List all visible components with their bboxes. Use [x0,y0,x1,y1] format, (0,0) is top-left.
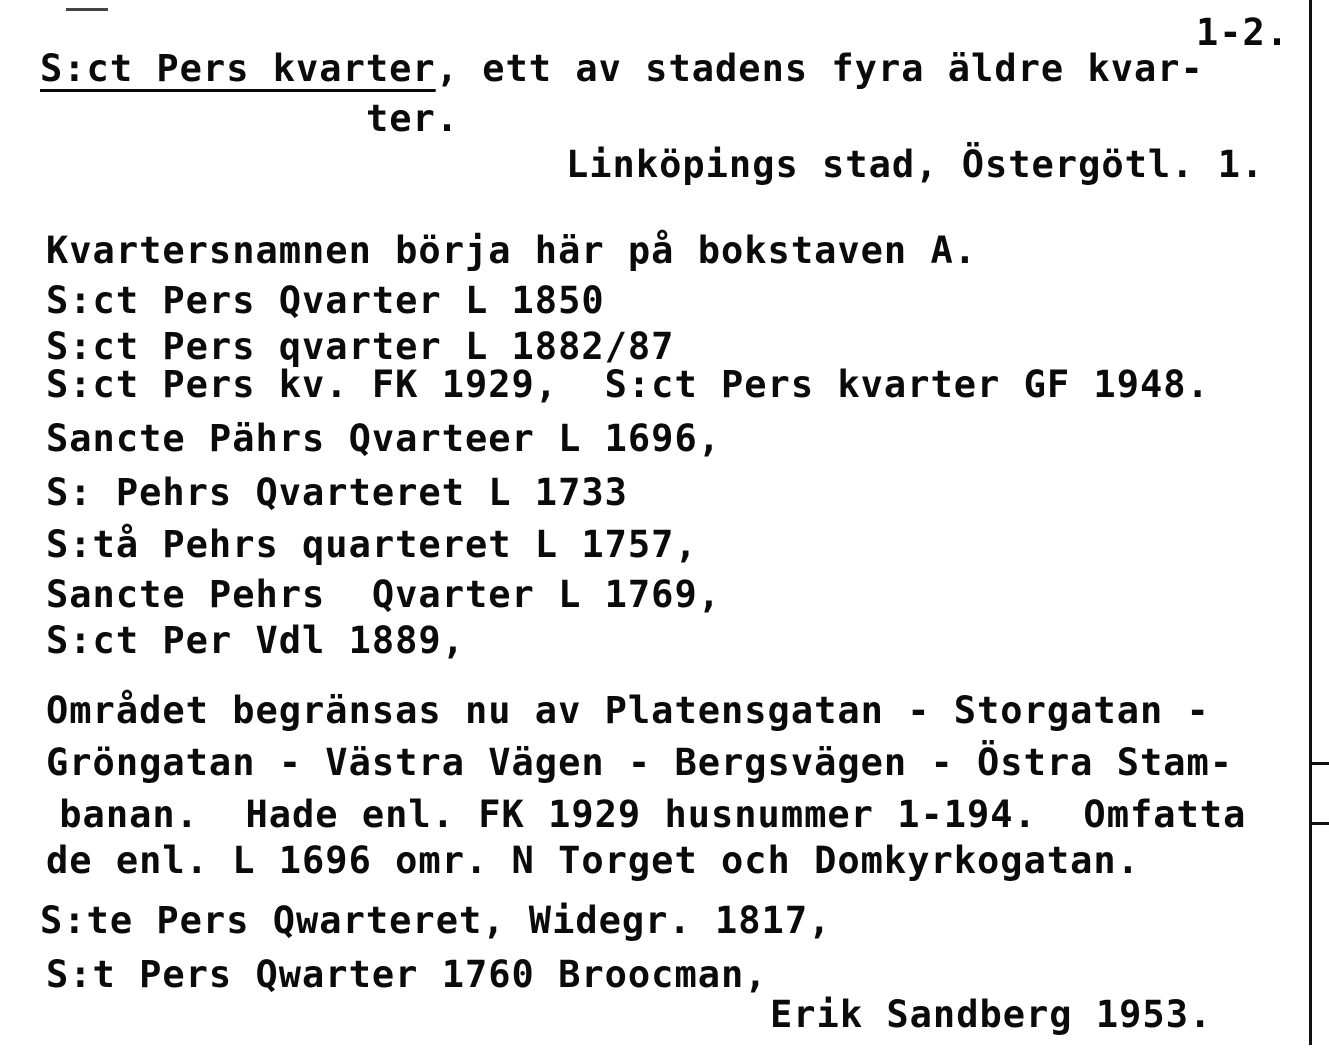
extra-form-line: S:t Pers Qwarter 1760 Broocman, [46,953,768,996]
name-form-line: S:ct Pers kv. FK 1929, S:ct Pers kvarter GF 1948. [46,363,1210,406]
location-line: Linköpings stad, Östergötl. 1. [566,143,1265,186]
top-edge-mark [66,8,108,11]
name-form-line: S: Pehrs Qvarteret L 1733 [46,471,628,514]
name-form-line: S:ct Pers qvarter L 1882/87 [46,325,675,368]
name-form-line: Sancte Pährs Qvarteer L 1696, [46,417,722,460]
name-form-line: S:ct Per Vdl 1889, [46,619,465,662]
card-right-border [1309,0,1312,1045]
heading-rest: , ett av stadens fyra äldre kvar- [435,47,1204,90]
intro-line: Kvartersnamnen börja här på bokstaven A. [46,229,978,272]
description-line: Området begränsas nu av Platensgatan - Storgatan - [46,689,1210,732]
name-form-line: S:ct Pers Qvarter L 1850 [46,279,605,322]
description-line: Gröngatan - Västra Vägen - Bergsvägen - Östra Stam- [46,741,1234,784]
edge-mark [1309,762,1329,765]
extra-form-line: S:te Pers Qwarteret, Widegr. 1817, [40,899,832,942]
card-heading [40,47,1204,90]
card-number: 1-2. [1196,11,1290,54]
edge-mark [1309,822,1329,825]
name-form-line: Sancte Pehrs Qvarter L 1769, [46,573,722,616]
signature: Erik Sandberg 1953. [770,993,1213,1036]
heading-underlined: S:ct Pers kvarter [40,47,436,90]
heading-continuation: ter. [366,97,460,140]
name-form-line: S:tå Pehrs quarteret L 1757, [46,523,698,566]
description-line: de enl. L 1696 omr. N Torget och Domkyrkogatan. [46,839,1140,882]
description-line: banan. Hade enl. FK 1929 husnummer 1-194. Omfatta [36,793,1247,836]
